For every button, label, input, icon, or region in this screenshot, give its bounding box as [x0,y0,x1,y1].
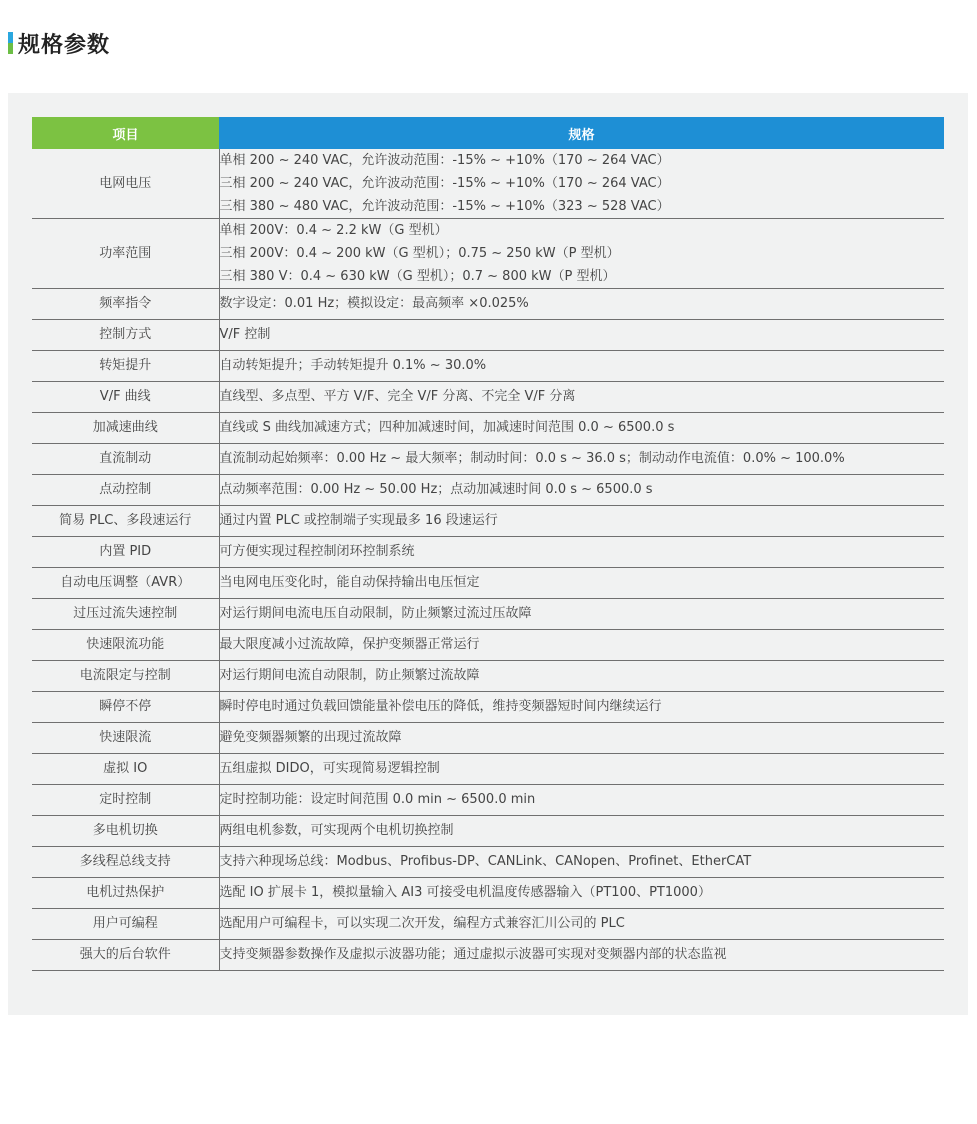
table-row [32,630,944,661]
row-item-name: 简易 PLC、多段速运行 [32,506,219,537]
table-row [32,754,944,785]
spec-line: 数字设定：0.01 Hz；模拟设定：最高频率 ×0.025% [219,296,529,311]
spec-line: 对运行期间电流自动限制，防止频繁过流故障 [219,668,480,683]
row-item-name: 功率范围 [32,219,219,289]
header-item: 项目 [32,117,219,149]
spec-line: 点动频率范围：0.00 Hz ~ 50.00 Hz；点动加减速时间 0.0 s ~ 6500.0 s [219,482,653,497]
row-spec-value [219,599,944,630]
row-spec-value [219,909,944,940]
table-row [32,444,944,475]
row-item-name: 直流制动 [32,444,219,475]
spec-table [32,117,944,971]
row-item-name: 频率指令 [32,289,219,320]
row-spec-value [219,351,944,382]
row-item-name: 转矩提升 [32,351,219,382]
header-spec: 规格 [219,117,944,149]
table-row [32,413,944,444]
row-item-name: 快速限流功能 [32,630,219,661]
spec-panel [8,93,968,1015]
row-spec-value [219,785,944,816]
row-item-name: 定时控制 [32,785,219,816]
table-row [32,568,944,599]
row-item-name: 加减速曲线 [32,413,219,444]
spec-line: 通过内置 PLC 或控制端子实现最多 16 段速运行 [219,513,498,528]
table-row [32,661,944,692]
row-item-name: 电流限定与控制 [32,661,219,692]
row-item-name: 点动控制 [32,475,219,506]
section-header [8,28,110,58]
spec-line: 支持变频器参数操作及虚拟示波器功能；通过虚拟示波器可实现对变频器内部的状态监视 [219,947,727,962]
row-spec-value [219,878,944,909]
spec-line: 对运行期间电流电压自动限制，防止频繁过流过压故障 [219,606,532,621]
row-spec-value [219,568,944,599]
row-spec-value [219,754,944,785]
table-row [32,847,944,878]
spec-line: 最大限度减小过流故障，保护变频器正常运行 [219,637,480,652]
row-item-name: 瞬停不停 [32,692,219,723]
spec-line: 单相 200V：0.4 ~ 2.2 kW（G 型机） [219,223,448,238]
row-spec-value [219,723,944,754]
row-spec-value [219,661,944,692]
table-row [32,692,944,723]
spec-line: 直线或 S 曲线加减速方式；四种加减速时间，加减速时间范围 0.0 ~ 6500.0 s [219,420,675,435]
row-item-name: 多电机切换 [32,816,219,847]
table-row [32,475,944,506]
spec-table-body [32,149,944,971]
row-item-name: 电网电压 [32,149,219,219]
page-title: 规格参数 [18,32,111,58]
row-spec-value [219,847,944,878]
spec-line: 两组电机参数，可实现两个电机切换控制 [219,823,454,838]
spec-line: 直线型、多点型、平方 V/F、完全 V/F 分离、不完全 V/F 分离 [219,389,576,404]
row-spec-value [219,506,944,537]
table-row [32,537,944,568]
spec-line: 可方便实现过程控制闭环控制系统 [219,544,415,559]
spec-line: 选配用户可编程卡，可以实现二次开发，编程方式兼容汇川公司的 PLC [219,916,625,931]
table-row [32,940,944,971]
spec-line: 三相 380 ~ 480 VAC，允许波动范围：-15% ~ +10%（323 ~ 528 VAC） [219,199,670,214]
table-row [32,219,944,289]
row-spec-value [219,475,944,506]
title-accent-bar [8,32,13,54]
row-spec-value [219,940,944,971]
spec-line: 单相 200 ~ 240 VAC，允许波动范围：-15% ~ +10%（170 ~ 264 VAC） [219,153,670,168]
table-row [32,351,944,382]
row-spec-value [219,816,944,847]
spec-line: 瞬时停电时通过负载回馈能量补偿电压的降低，维持变频器短时间内继续运行 [219,699,662,714]
table-row [32,506,944,537]
row-item-name: 用户可编程 [32,909,219,940]
row-spec-value [219,692,944,723]
table-row [32,599,944,630]
spec-line: 避免变频器频繁的出现过流故障 [219,730,402,745]
row-item-name: 控制方式 [32,320,219,351]
table-row [32,909,944,940]
table-row [32,785,944,816]
table-row [32,723,944,754]
spec-line: 五组虚拟 DIDO，可实现简易逻辑控制 [219,761,440,776]
table-row [32,816,944,847]
row-item-name: 自动电压调整（AVR） [32,568,219,599]
row-item-name: 电机过热保护 [32,878,219,909]
row-spec-value [219,630,944,661]
table-row [32,878,944,909]
row-spec-value [219,382,944,413]
table-row [32,149,944,219]
row-item-name: 快速限流 [32,723,219,754]
row-item-name: 强大的后台软件 [32,940,219,971]
table-row [32,320,944,351]
spec-line: 三相 200V：0.4 ~ 200 kW（G 型机）；0.75 ~ 250 kW（P 型机） [219,246,620,261]
row-spec-value [219,320,944,351]
spec-line: 支持六种现场总线：Modbus、Profibus-DP、CANLink、CANopen、Profinet、EtherCAT [219,854,752,869]
row-item-name: 虚拟 IO [32,754,219,785]
spec-line: 定时控制功能：设定时间范围 0.0 min ~ 6500.0 min [219,792,536,807]
spec-line: 直流制动起始频率：0.00 Hz ~ 最大频率；制动时间：0.0 s ~ 36.0 s；制动动作电流值：0.0% ~ 100.0% [219,451,845,466]
spec-line: 三相 380 V：0.4 ~ 630 kW（G 型机）；0.7 ~ 800 kW（P 型机） [219,269,616,284]
row-spec-value [219,537,944,568]
row-spec-value [219,289,944,320]
spec-line: 当电网电压变化时，能自动保持输出电压恒定 [219,575,480,590]
spec-line: 三相 200 ~ 240 VAC，允许波动范围：-15% ~ +10%（170 ~ 264 VAC） [219,176,670,191]
table-header-row [32,117,944,149]
table-row [32,382,944,413]
table-row [32,289,944,320]
row-item-name: 内置 PID [32,537,219,568]
row-item-name: V/F 曲线 [32,382,219,413]
row-spec-value [219,444,944,475]
row-item-name: 多线程总线支持 [32,847,219,878]
row-spec-value [219,219,944,289]
spec-line: 自动转矩提升；手动转矩提升 0.1% ~ 30.0% [219,358,487,373]
spec-line: 选配 IO 扩展卡 1，模拟量输入 AI3 可接受电机温度传感器输入（PT100、PT1000） [219,885,711,900]
row-spec-value [219,413,944,444]
row-spec-value [219,149,944,219]
spec-line: V/F 控制 [219,327,271,342]
row-item-name: 过压过流失速控制 [32,599,219,630]
